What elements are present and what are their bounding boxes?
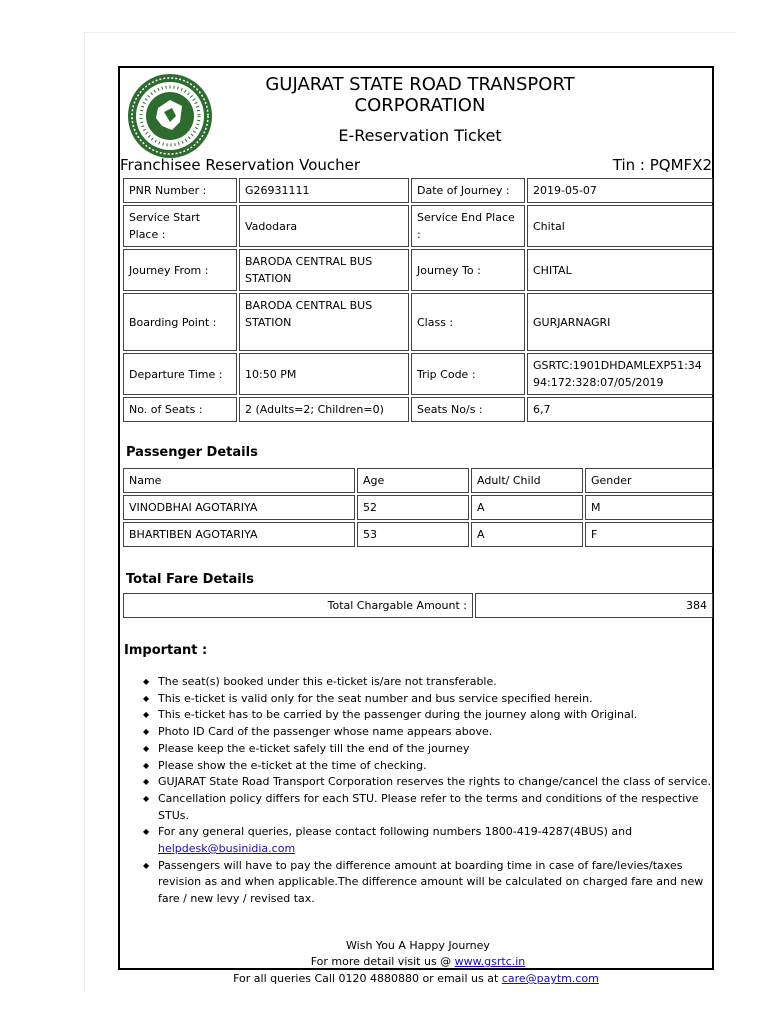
important-title: Important :: [124, 643, 208, 658]
journey-info-table: [121, 176, 715, 424]
list-item: ◆ Passengers will have to pay the difference amount at boarding time in case of fare/levies/taxes revision as and when applicable.The difference amount will be calculated on charged fare and new fare / new levy / revised tax.: [158, 858, 718, 908]
pnr-value: G26931111: [239, 178, 409, 203]
table-row: [123, 178, 713, 203]
from-value: BARODA CENTRAL BUS STATION: [239, 249, 409, 291]
total-amount-label: Total Chargable Amount :: [123, 593, 473, 618]
header-name: Name: [123, 468, 355, 493]
end-value: Chital: [527, 205, 713, 247]
table-row: [123, 593, 713, 618]
ticket-type: E-Reservation Ticket: [338, 126, 502, 145]
passenger-gender: M: [585, 495, 713, 520]
passenger-table: [121, 466, 715, 549]
trip-label: Trip Code :: [411, 353, 525, 395]
table-header-row: [123, 468, 713, 493]
to-label: Journey To :: [411, 249, 525, 291]
departure-value: 10:50 PM: [239, 353, 409, 395]
table-row: [123, 353, 713, 395]
passenger-name: BHARTIBEN AGOTARIYA: [123, 522, 355, 547]
passenger-type: A: [471, 495, 583, 520]
table-row: [123, 205, 713, 247]
fare-table: [121, 591, 715, 620]
header-adult-child: Adult/ Child: [471, 468, 583, 493]
total-amount-value: 384: [475, 593, 713, 618]
passenger-name: VINODBHAI AGOTARIYA: [123, 495, 355, 520]
list-item: ◆ GUJARAT State Road Transport Corporation reserves the rights to change/cancel the class of service.: [158, 774, 718, 791]
passenger-details-title: Passenger Details: [126, 445, 258, 460]
list-item: ◆ Photo ID Card of the passenger whose name appears above.: [158, 724, 718, 741]
class-value: GURJARNAGRI: [527, 293, 713, 351]
header-gender: Gender: [585, 468, 713, 493]
visit-text: For more detail visit us @: [310, 955, 452, 968]
seatno-value: 6,7: [527, 397, 713, 422]
visit-line: [120, 954, 716, 970]
org-line-1: GUJARAT STATE ROAD TRANSPORT: [265, 74, 575, 95]
wish-text: Wish You A Happy Journey: [346, 939, 490, 952]
footer: [118, 972, 714, 985]
list-item: ◆ This e-ticket has to be carried by the passenger during the journey along with Original.: [158, 707, 718, 724]
list-item: ◆ The seat(s) booked under this e-ticket is/are not transferable.: [158, 674, 718, 691]
gsrtc-logo: [126, 72, 214, 160]
list-item: ◆ This e-ticket is valid only for the seat number and bus service specified herein.: [158, 691, 718, 708]
from-label: Journey From :: [123, 249, 237, 291]
voucher-label: Franchisee Reservation Voucher: [120, 156, 361, 174]
organization-title: [240, 74, 600, 116]
table-row: [123, 522, 713, 547]
footer-text: For all queries Call 0120 4880880 or email us at: [233, 972, 499, 985]
seats-label: No. of Seats :: [123, 397, 237, 422]
total-fare-title: Total Fare Details: [126, 572, 254, 587]
start-label: Service Start Place :: [123, 205, 237, 247]
passenger-gender: F: [585, 522, 713, 547]
table-row: [123, 293, 713, 351]
table-row: [123, 397, 713, 422]
seatno-label: Seats No/s :: [411, 397, 525, 422]
list-item: ◆ Please show the e-ticket at the time of checking.: [158, 758, 718, 775]
end-label: Service End Place :: [411, 205, 525, 247]
passenger-type: A: [471, 522, 583, 547]
closing-message: [120, 938, 716, 970]
gsrtc-website-link[interactable]: www.gsrtc.in: [454, 955, 526, 968]
queries-text: For any general queries, please contact following numbers 1800-419-4287(4BUS) and: [158, 825, 633, 839]
header-age: Age: [357, 468, 469, 493]
list-item: [158, 824, 718, 857]
list-item: ◆ Cancellation policy differs for each STU. Please refer to the terms and conditions of the respective STUs.: [158, 791, 718, 824]
departure-label: Departure Time :: [123, 353, 237, 395]
doj-value: 2019-05-07: [527, 178, 713, 203]
table-row: [123, 495, 713, 520]
list-item: ◆ Please keep the e-ticket safely till the end of the journey: [158, 741, 718, 758]
class-label: Class :: [411, 293, 525, 351]
table-row: [123, 249, 713, 291]
tin-number: Tin : PQMFX2: [612, 156, 712, 174]
trip-value: GSRTC:1901DHDAMLEXP51:3494:172:328:07/05/2019: [527, 353, 713, 395]
passenger-age: 52: [357, 495, 469, 520]
care-email-link[interactable]: care@paytm.com: [501, 972, 599, 985]
to-value: CHITAL: [527, 249, 713, 291]
ticket: [118, 66, 714, 970]
boarding-value: BARODA CENTRAL BUS STATION: [239, 293, 409, 351]
boarding-label: Boarding Point :: [123, 293, 237, 351]
passenger-age: 53: [357, 522, 469, 547]
pnr-label: PNR Number :: [123, 178, 237, 203]
seats-value: 2 (Adults=2; Children=0): [239, 397, 409, 422]
doj-label: Date of Journey :: [411, 178, 525, 203]
important-notes-list: [140, 674, 718, 908]
org-line-2: CORPORATION: [354, 95, 486, 116]
helpdesk-email-link[interactable]: helpdesk@businidia.com: [158, 842, 296, 856]
start-value: Vadodara: [239, 205, 409, 247]
